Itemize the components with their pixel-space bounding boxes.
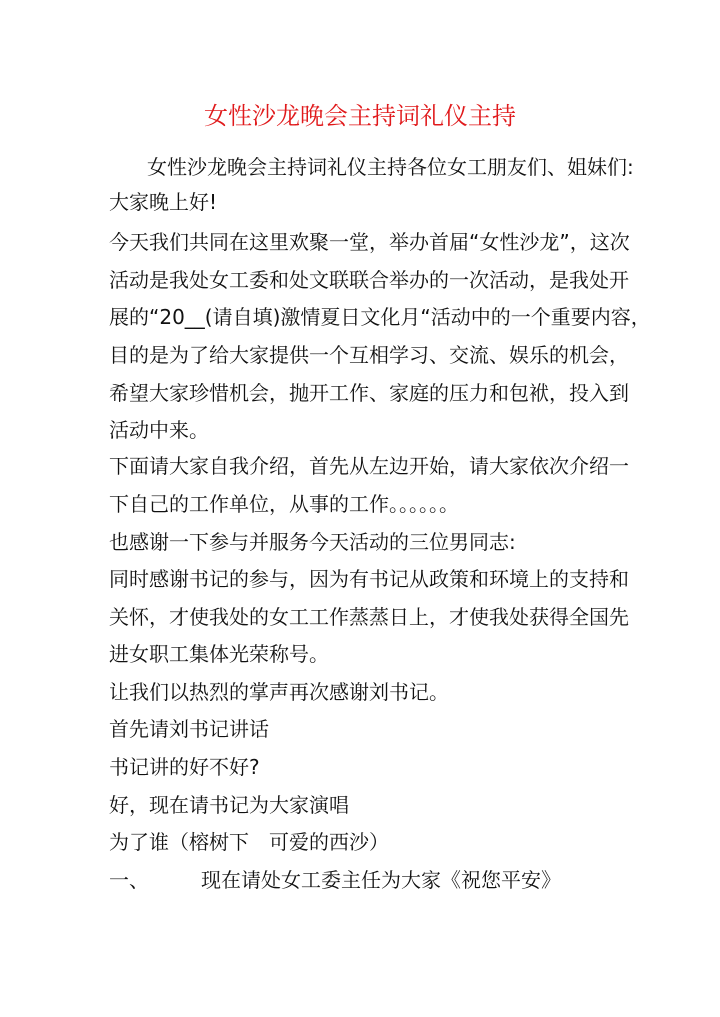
- paragraph-line: 活动中来。: [109, 418, 209, 442]
- paragraph-line: 下面请大家自我介绍，首先从左边开始，请大家依次介绍一: [109, 454, 629, 478]
- paragraph-line: 希望大家珍惜机会，抛开工作、家庭的压力和包袱，投入到: [109, 381, 629, 405]
- list-marker: 一、: [109, 868, 149, 892]
- paragraph-line: 让我们以热烈的掌声再次感谢刘书记。: [109, 680, 449, 704]
- numbered-item: [109, 865, 561, 895]
- paragraph-line: 首先请刘书记讲话: [109, 717, 269, 741]
- paragraph-line: 书记讲的好不好?: [109, 755, 260, 779]
- paragraph-line: 女性沙龙晚会主持词礼仪主持各位女工朋友们、姐妹们:: [147, 155, 634, 179]
- document-title: 女性沙龙晚会主持词礼仪主持: [204, 102, 516, 130]
- paragraph-line: 今天我们共同在这里欢聚一堂，举办首届“女性沙龙”，这次: [109, 230, 630, 254]
- list-item-text: 现在请处女工委主任为大家《祝您平安》: [201, 868, 561, 892]
- paragraph-line: 也感谢一下参与并服务今天活动的三位男同志:: [109, 530, 516, 554]
- paragraph-line: 下自己的工作单位，从事的工作。。。。。。: [109, 492, 459, 516]
- paragraph-line: 好，现在请书记为大家演唱: [109, 793, 349, 817]
- paragraph-line: 目的是为了给大家提供一个互相学习、交流、娱乐的机会，: [109, 343, 629, 367]
- paragraph-line: 同时感谢书记的参与，因为有书记从政策和环境上的支持和: [109, 567, 629, 591]
- paragraph-line: 活动是我处女工委和处文联联合举办的一次活动，是我处开: [109, 268, 629, 292]
- paragraph-line: 展的“20__(请自填)激情夏日文化月“活动中的一个重要内容，: [109, 305, 651, 329]
- paragraph-line: 关怀，才使我处的女工工作蒸蒸日上，才使我处获得全国先: [109, 605, 629, 629]
- paragraph-line: 大家晚上好!: [109, 190, 218, 214]
- paragraph-line: 为了谁（榕树下 可爱的西沙）: [109, 830, 389, 854]
- paragraph-line: 进女职工集体光荣称号。: [109, 642, 329, 666]
